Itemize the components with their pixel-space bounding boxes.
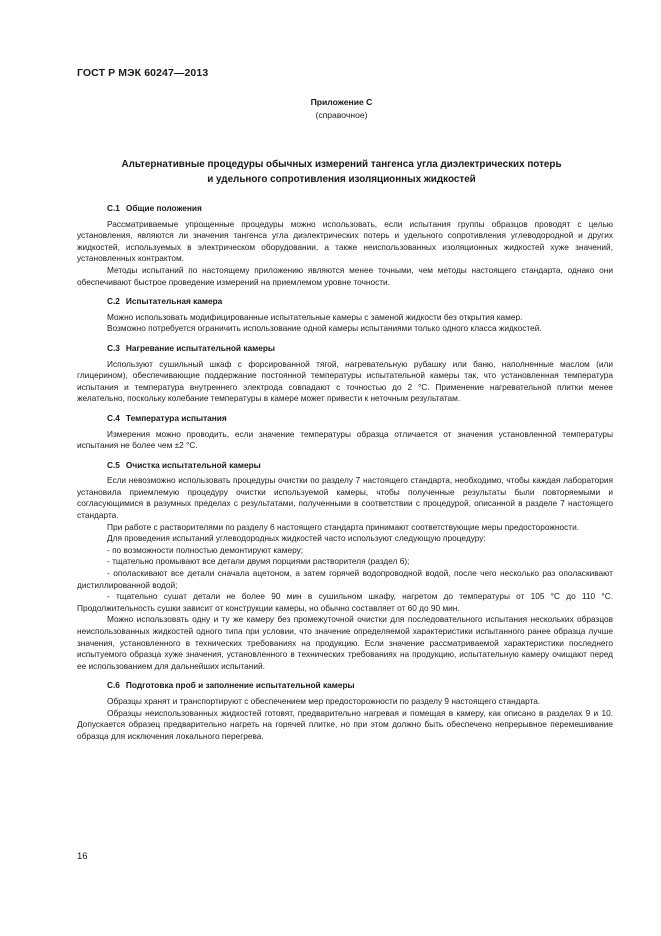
paragraph: Если невозможно использовать процедуры очистки по разделу 7 настоящего стандарта, необходимо, чтобы каждая лаборатория установила приемлемую процедуру очистки используемой камеры, чтобы полученные результаты были повторяемыми и согласующимися в разумных пределах с результатами, полученными в соответствии с процедурой, описанной в разделе 7 настоящего стандарта. [77, 475, 613, 521]
paragraph: Для проведения испытаний углеводородных жидкостей часто используют следующую процедуру: [107, 533, 486, 544]
section-heading [77, 296, 613, 308]
paragraph: Рассматриваемые упрощенные процедуры можно использовать, если испытания группы образцов проводят с целью установления, являются ли значения тангенса угла диэлектрических потерь и удельного сопротивления углеводородной и других жидкостей, используемых в электрическом оборудовании, а также неиспользованных изоляционных жидкостей хуже значений, установленных контрактом. [77, 218, 613, 264]
paragraph: Используют сушильный шкаф с форсированной тягой, нагревательную рубашку или баню, наполненные маслом (или глицерином), обеспечивающие поддержание постоянной температуры испытательной камеры так, что установленная температура испытания и температура внутреннего электрода совпадают с точностью до 2 °С. Применение нагревательной плитки менее желательно, поскольку колебание температуры в камере может привести к неточным результатам. [77, 358, 613, 404]
section-title: Очистка испытательной камеры [125, 459, 261, 470]
annex-subtitle: (справочное) [315, 109, 368, 120]
page-number: 16 [77, 851, 88, 862]
list-item: - по возможности полностью демонтируют камеру; [107, 544, 304, 555]
section-heading [77, 413, 613, 425]
paragraph: Можно использовать модифицированные испытательные камеры с заменой жидкости без открытия камер. [107, 311, 523, 322]
section-c2 [77, 296, 613, 335]
section-c4 [77, 413, 613, 452]
list-item: - тщательно промывают все детали двумя порциями растворителя (раздел 6); [107, 556, 410, 567]
section-number: С.5 [107, 459, 120, 470]
annex-heading [77, 96, 606, 121]
section-heading [77, 680, 613, 692]
list-item: - ополаскивают все детали сначала ацетоном, а затем горячей водопроводной водой, после чего несколько раз ополаскивают дистиллированной водой; [77, 568, 613, 590]
section-heading [77, 460, 613, 472]
paragraph: При работе с растворителями по разделу 6 настоящего стандарта принимают соответствующие меры предосторожности. [107, 521, 580, 532]
section-number: С.3 [107, 342, 120, 353]
section-number: С.1 [107, 203, 120, 213]
paragraph: Образцы неиспользованных жидкостей готовят, предварительно нагревая и помещая в камеру, как описано в разделах 9 и 10. Допускается образец предварительно нагреть на горячей плитке, но при этом должно быть обеспечено непрерывное перемешивание образца для исключения локального перегрева. [77, 707, 613, 741]
section-title: Подготовка проб и заполнение испытательной камеры [125, 680, 355, 691]
section-c3 [77, 343, 613, 405]
section-number: С.2 [107, 296, 120, 307]
section-title: Общие положения [125, 203, 202, 213]
section-heading [77, 203, 613, 215]
section-c1 [77, 203, 613, 288]
document-code: ГОСТ Р МЭК 60247—2013 [77, 67, 209, 79]
paragraph: Методы испытаний по настоящему приложению являются менее точными, чем методы настоящего стандарта, однако они обеспечивают быстрое проведение измерений на приемлемом уровне точности. [77, 264, 613, 287]
paragraph: Измерения можно проводить, если значение температуры образца отличается от значения установленной температуры испытания не более чем ±2 °С. [77, 428, 613, 451]
section-c5 [77, 460, 613, 673]
section-title: Температура испытания [125, 412, 227, 423]
paragraph: Возможно потребуется ограничить использование одной камеры испытаниями только одного класса жидкостей. [107, 323, 542, 334]
section-number: С.4 [107, 412, 120, 423]
section-number: С.6 [107, 680, 120, 691]
paragraph: Образцы хранят и транспортируют с обеспечением мер предосторожности по разделу 9 настоящего стандарта. [107, 695, 541, 706]
section-c6 [77, 680, 613, 742]
paragraph: Можно использовать одну и ту же камеру без промежуточной очистки для последовательного испытания нескольких образцов неиспользованных жидкостей одного типа при условии, что значение определяемой характеристики испытанного ранее образца лучше значения, установленного в технических требованиях на продукцию. Если значение рассматриваемой характеристики последнего испытуемого образца хуже значения, установленного в технических требованиях на продукцию, испытательную камеру очищают перед ее использованием для дальнейших испытаний. [77, 614, 613, 671]
list-item: - тщательно сушат детали не более 90 мин в сушильном шкафу, нагретом до температуры от 105 °С до 110 °С. Продолжительность сушки зависит от конструкции камеры, но обычно составляет от 60 до 90 мин. [77, 591, 613, 613]
document-title-line-1: Альтернативные процедуры обычных измерений тангенса угла диэлектрических потерь [121, 159, 562, 170]
annex-title: Приложение С [310, 97, 373, 107]
section-heading [77, 343, 613, 355]
document-body [77, 203, 613, 750]
document-title-line-2: и удельного сопротивления изоляционных жидкостей [207, 173, 476, 185]
section-title: Нагревание испытательной камеры [125, 342, 275, 353]
document-title [77, 158, 606, 187]
section-title: Испытательная камера [125, 296, 223, 307]
